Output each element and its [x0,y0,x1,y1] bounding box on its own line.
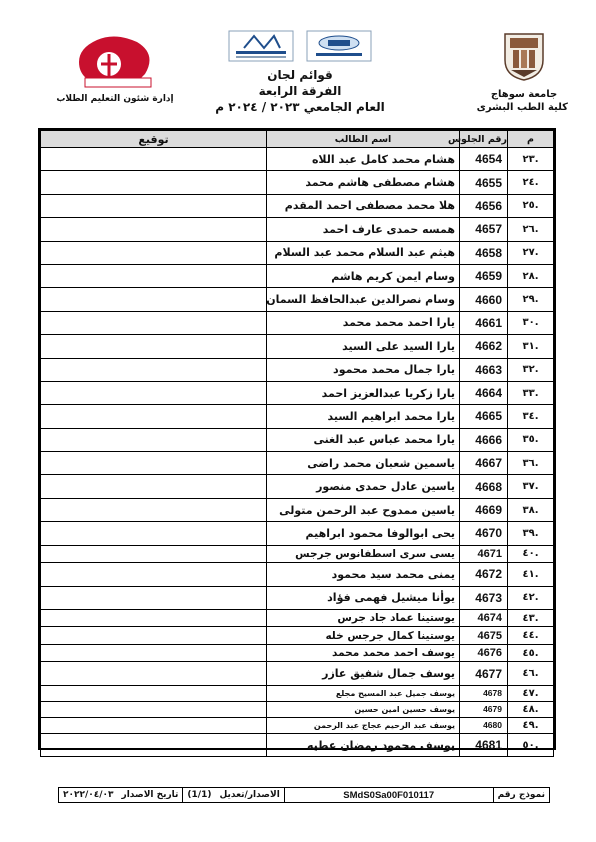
form-number-label: نموذج رقم [497,790,545,800]
row-number: .٤٤ [508,627,554,645]
row-number: .٢٨ [508,264,554,287]
row-number: .٢٦ [508,218,554,241]
student-name: همسه حمدى عارف احمد [267,218,460,241]
student-name: يارا احمد محمد محمد [267,311,460,334]
row-number: .٢٤ [508,171,554,194]
table-row [41,171,554,194]
seat-number: 4657 [460,218,508,241]
signature-cell[interactable] [41,428,267,451]
table-row [41,452,554,475]
row-number: .٥٠ [508,733,554,756]
signature-cell[interactable] [41,522,267,545]
year-group: الفرقة الرابعة [258,84,342,98]
signature-cell[interactable] [41,545,267,563]
row-number: .٢٩ [508,288,554,311]
student-name: وسام نصرالدين عبدالحافظ السمان [267,288,460,311]
signature-cell[interactable] [41,405,267,428]
seat-number: 4663 [460,358,508,381]
seat-number: 4664 [460,381,508,404]
table-row [41,218,554,241]
row-number: .٣١ [508,335,554,358]
signature-cell[interactable] [41,381,267,404]
signature-cell[interactable] [41,498,267,521]
signature-cell[interactable] [41,311,267,334]
seat-number: 4672 [460,563,508,586]
department-name: إدارة شئون التعليم الطلاب [56,94,174,104]
table-row [41,335,554,358]
signature-cell[interactable] [41,685,267,701]
seat-number: 4675 [460,627,508,645]
table-row [41,685,554,701]
signature-cell[interactable] [41,662,267,685]
col-header-name: اسم الطالب [267,131,460,148]
signature-cell[interactable] [41,358,267,381]
signature-cell[interactable] [41,563,267,586]
table-row [41,586,554,609]
student-name: يارا السيد على السيد [267,335,460,358]
student-name: ياسين ممدوح عبد الرحمن متولى [267,498,460,521]
student-name: هشام مصطفى هاشم محمد [267,171,460,194]
table-row [41,498,554,521]
student-name: هيثم عبد السلام محمد عبد السلام [267,241,460,264]
accreditation-logos [200,30,400,64]
signature-cell[interactable] [41,701,267,717]
signature-cell[interactable] [41,733,267,756]
row-number: .٤٢ [508,586,554,609]
signature-cell[interactable] [41,335,267,358]
row-number: .٣٦ [508,452,554,475]
student-name: وسام ايمن كريم هاشم [267,264,460,287]
sohag-university-emblem-icon [501,30,547,82]
seat-number: 4668 [460,475,508,498]
edition-label: الاصدار/تعديل [215,788,284,802]
row-number: .٤٧ [508,685,554,701]
seat-number: 4681 [460,733,508,756]
table-row [41,428,554,451]
table-row [41,241,554,264]
col-header-sign: توقيع [41,131,267,148]
row-number: .٣٧ [508,475,554,498]
table-row [41,733,554,756]
table-row [41,264,554,287]
row-number: .٤٦ [508,662,554,685]
signature-cell[interactable] [41,452,267,475]
seat-number: 4659 [460,264,508,287]
table-row [41,148,554,171]
table-row [41,717,554,733]
row-number: .٤٩ [508,717,554,733]
row-number: .٣٣ [508,381,554,404]
student-name: يوسف جمال شفيق عازر [267,662,460,685]
student-name: يوسف جميل عبد المسيح مجلع [267,685,460,701]
row-number: .٣٢ [508,358,554,381]
table-row [41,475,554,498]
seat-number: 4666 [460,428,508,451]
department-block [50,34,180,104]
seat-number: 4673 [460,586,508,609]
signature-cell[interactable] [41,218,267,241]
signature-cell[interactable] [41,171,267,194]
students-grid [40,130,554,757]
col-header-seat: رقم الجلوس [460,131,508,148]
student-name: يارا زكريا عبدالعزيز احمد [267,381,460,404]
row-number: .٢٣ [508,148,554,171]
student-name: يارا جمال محمد محمود [267,358,460,381]
signature-cell[interactable] [41,627,267,645]
row-number: .٤٨ [508,701,554,717]
academic-year: العام الجامعي ٢٠٢٣ / ٢٠٢٤ م [215,100,385,114]
student-name: هشام محمد كامل عبد اللاه [267,148,460,171]
students-table [38,128,556,750]
row-number: .٣٠ [508,311,554,334]
signature-cell[interactable] [41,288,267,311]
university-block [476,30,568,114]
student-name: يوسف عبد الرحيم عجاج عبد الرحمن [267,717,460,733]
student-name: يمنى محمد سيد محمود [267,563,460,586]
table-row [41,609,554,627]
table-row [41,288,554,311]
col-header-num: م [508,131,554,148]
student-name: يارا محمد عباس عبد الغنى [267,428,460,451]
table-row [41,701,554,717]
issue-date-label: تاريخ الاصدار [118,788,184,802]
signature-cell[interactable] [41,194,267,217]
student-name: ياسمين شعبان محمد راضى [267,452,460,475]
seat-number: 4680 [460,717,508,733]
table-row [41,381,554,404]
signature-cell[interactable] [41,241,267,264]
seat-number: 4662 [460,335,508,358]
table-row [41,644,554,662]
university-name: جامعة سوهاج [490,89,558,100]
student-name: يسى سرى اسطفانوس جرجس [267,545,460,563]
student-name: يوسف احمد محمد محمد [267,644,460,662]
student-name: يوسف محمود رمضان عطيه [267,733,460,756]
student-name: يوأنا ميشيل فهمى فؤاد [267,586,460,609]
student-name: يوستينا عماد جاد جرس [267,609,460,627]
seat-number: 4679 [460,701,508,717]
signature-cell[interactable] [41,264,267,287]
form-footer [58,787,550,803]
edition-value: (1/1) [187,790,212,800]
seat-number: 4671 [460,545,508,563]
row-number: .٣٤ [508,405,554,428]
table-row [41,405,554,428]
table-header-row [41,131,554,148]
seat-number: 4676 [460,644,508,662]
table-row [41,662,554,685]
row-number: .٣٥ [508,428,554,451]
student-name: يوستينا كمال جرجس خله [267,627,460,645]
accreditation-logo-icon [228,30,294,62]
table-body [41,148,554,757]
student-name: هلا محمد مصطفى احمد المقدم [267,194,460,217]
student-name: يحى ابوالوفا محمود ابراهيم [267,522,460,545]
table-row [41,358,554,381]
form-code: SMdS0Sa00F010117 [285,788,494,802]
seat-number: 4677 [460,662,508,685]
seat-number: 4678 [460,685,508,701]
table-row [41,627,554,645]
seat-number: 4658 [460,241,508,264]
title-block [200,30,400,115]
naqaae-logo-icon [306,30,372,62]
seat-number: 4674 [460,609,508,627]
signature-cell[interactable] [41,717,267,733]
seat-number: 4660 [460,288,508,311]
seat-number: 4661 [460,311,508,334]
document-title: قوائم لجان [267,68,333,82]
signature-cell[interactable] [41,148,267,171]
row-number: .٤١ [508,563,554,586]
row-number: .٤٥ [508,644,554,662]
seat-number: 4665 [460,405,508,428]
seat-number: 4670 [460,522,508,545]
signature-cell[interactable] [41,475,267,498]
row-number: .٣٨ [508,498,554,521]
row-number: .٢٧ [508,241,554,264]
signature-cell[interactable] [41,644,267,662]
table-row [41,311,554,334]
table-row [41,194,554,217]
faculty-name: كلية الطب البشرى [476,102,568,113]
row-number: .٤٣ [508,609,554,627]
table-row [41,563,554,586]
table-row [41,545,554,563]
seat-number: 4655 [460,171,508,194]
faculty-of-medicine-logo-icon [67,34,163,92]
row-number: .٤٠ [508,545,554,563]
signature-cell[interactable] [41,609,267,627]
issue-date-value: ٢٠٢٢/٠٤/٠٣ [63,790,114,800]
student-name: يوسف حسين امين حسين [267,701,460,717]
row-number: .٣٩ [508,522,554,545]
student-name: ياسين عادل حمدى منصور [267,475,460,498]
student-name: يارا محمد ابراهيم السيد [267,405,460,428]
seat-number: 4667 [460,452,508,475]
seat-number: 4669 [460,498,508,521]
seat-number: 4656 [460,194,508,217]
signature-cell[interactable] [41,586,267,609]
seat-number: 4654 [460,148,508,171]
table-row [41,522,554,545]
row-number: .٢٥ [508,194,554,217]
